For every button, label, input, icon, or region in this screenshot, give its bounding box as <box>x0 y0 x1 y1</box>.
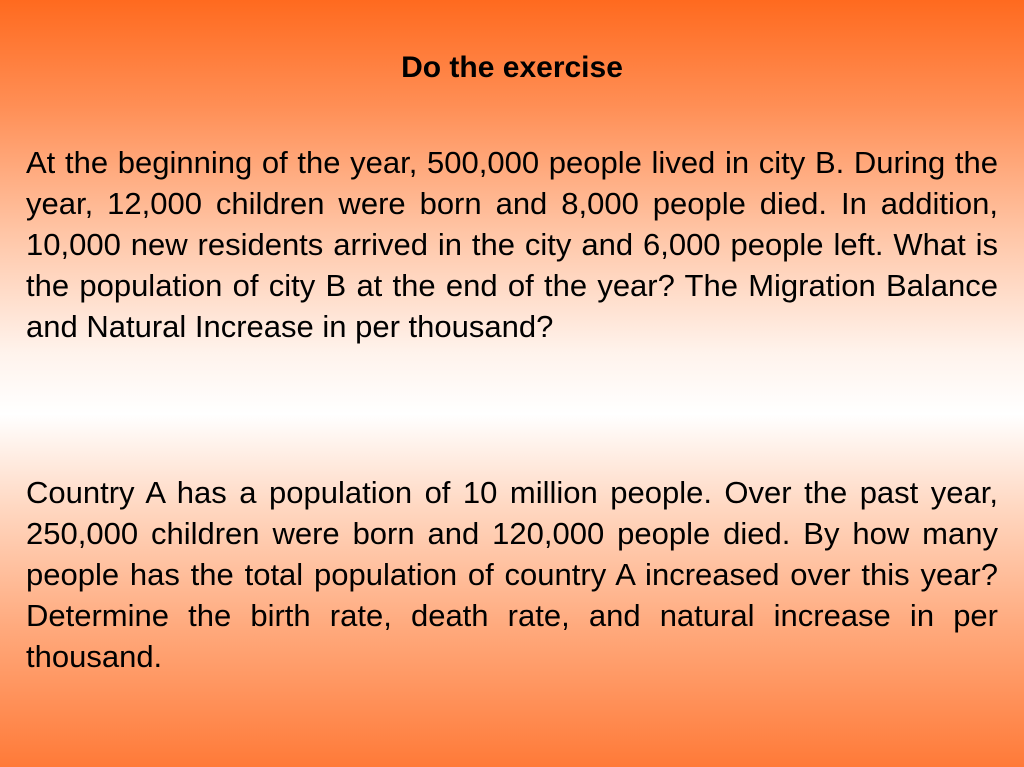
exercise-paragraph-country-a: Country A has a population of 10 million people. Over the past year, 250,000 children were born and 120,000 people died. By how many people has the total population of country A increased over this year? Determine the birth rate, death rate, and natural increase in per thousand. <box>26 475 998 674</box>
exercise-paragraph-city-b: At the beginning of the year, 500,000 people lived in city B. During the year, 12,000 children were born and 8,000 people died. In addition, 10,000 new residents arrived in the city and 6,000 people left. What is the population of city B at the end of the year? The Migration Balance and Natural Increase in per thousand? <box>26 145 998 344</box>
slide-title: Do the exercise <box>401 51 623 84</box>
